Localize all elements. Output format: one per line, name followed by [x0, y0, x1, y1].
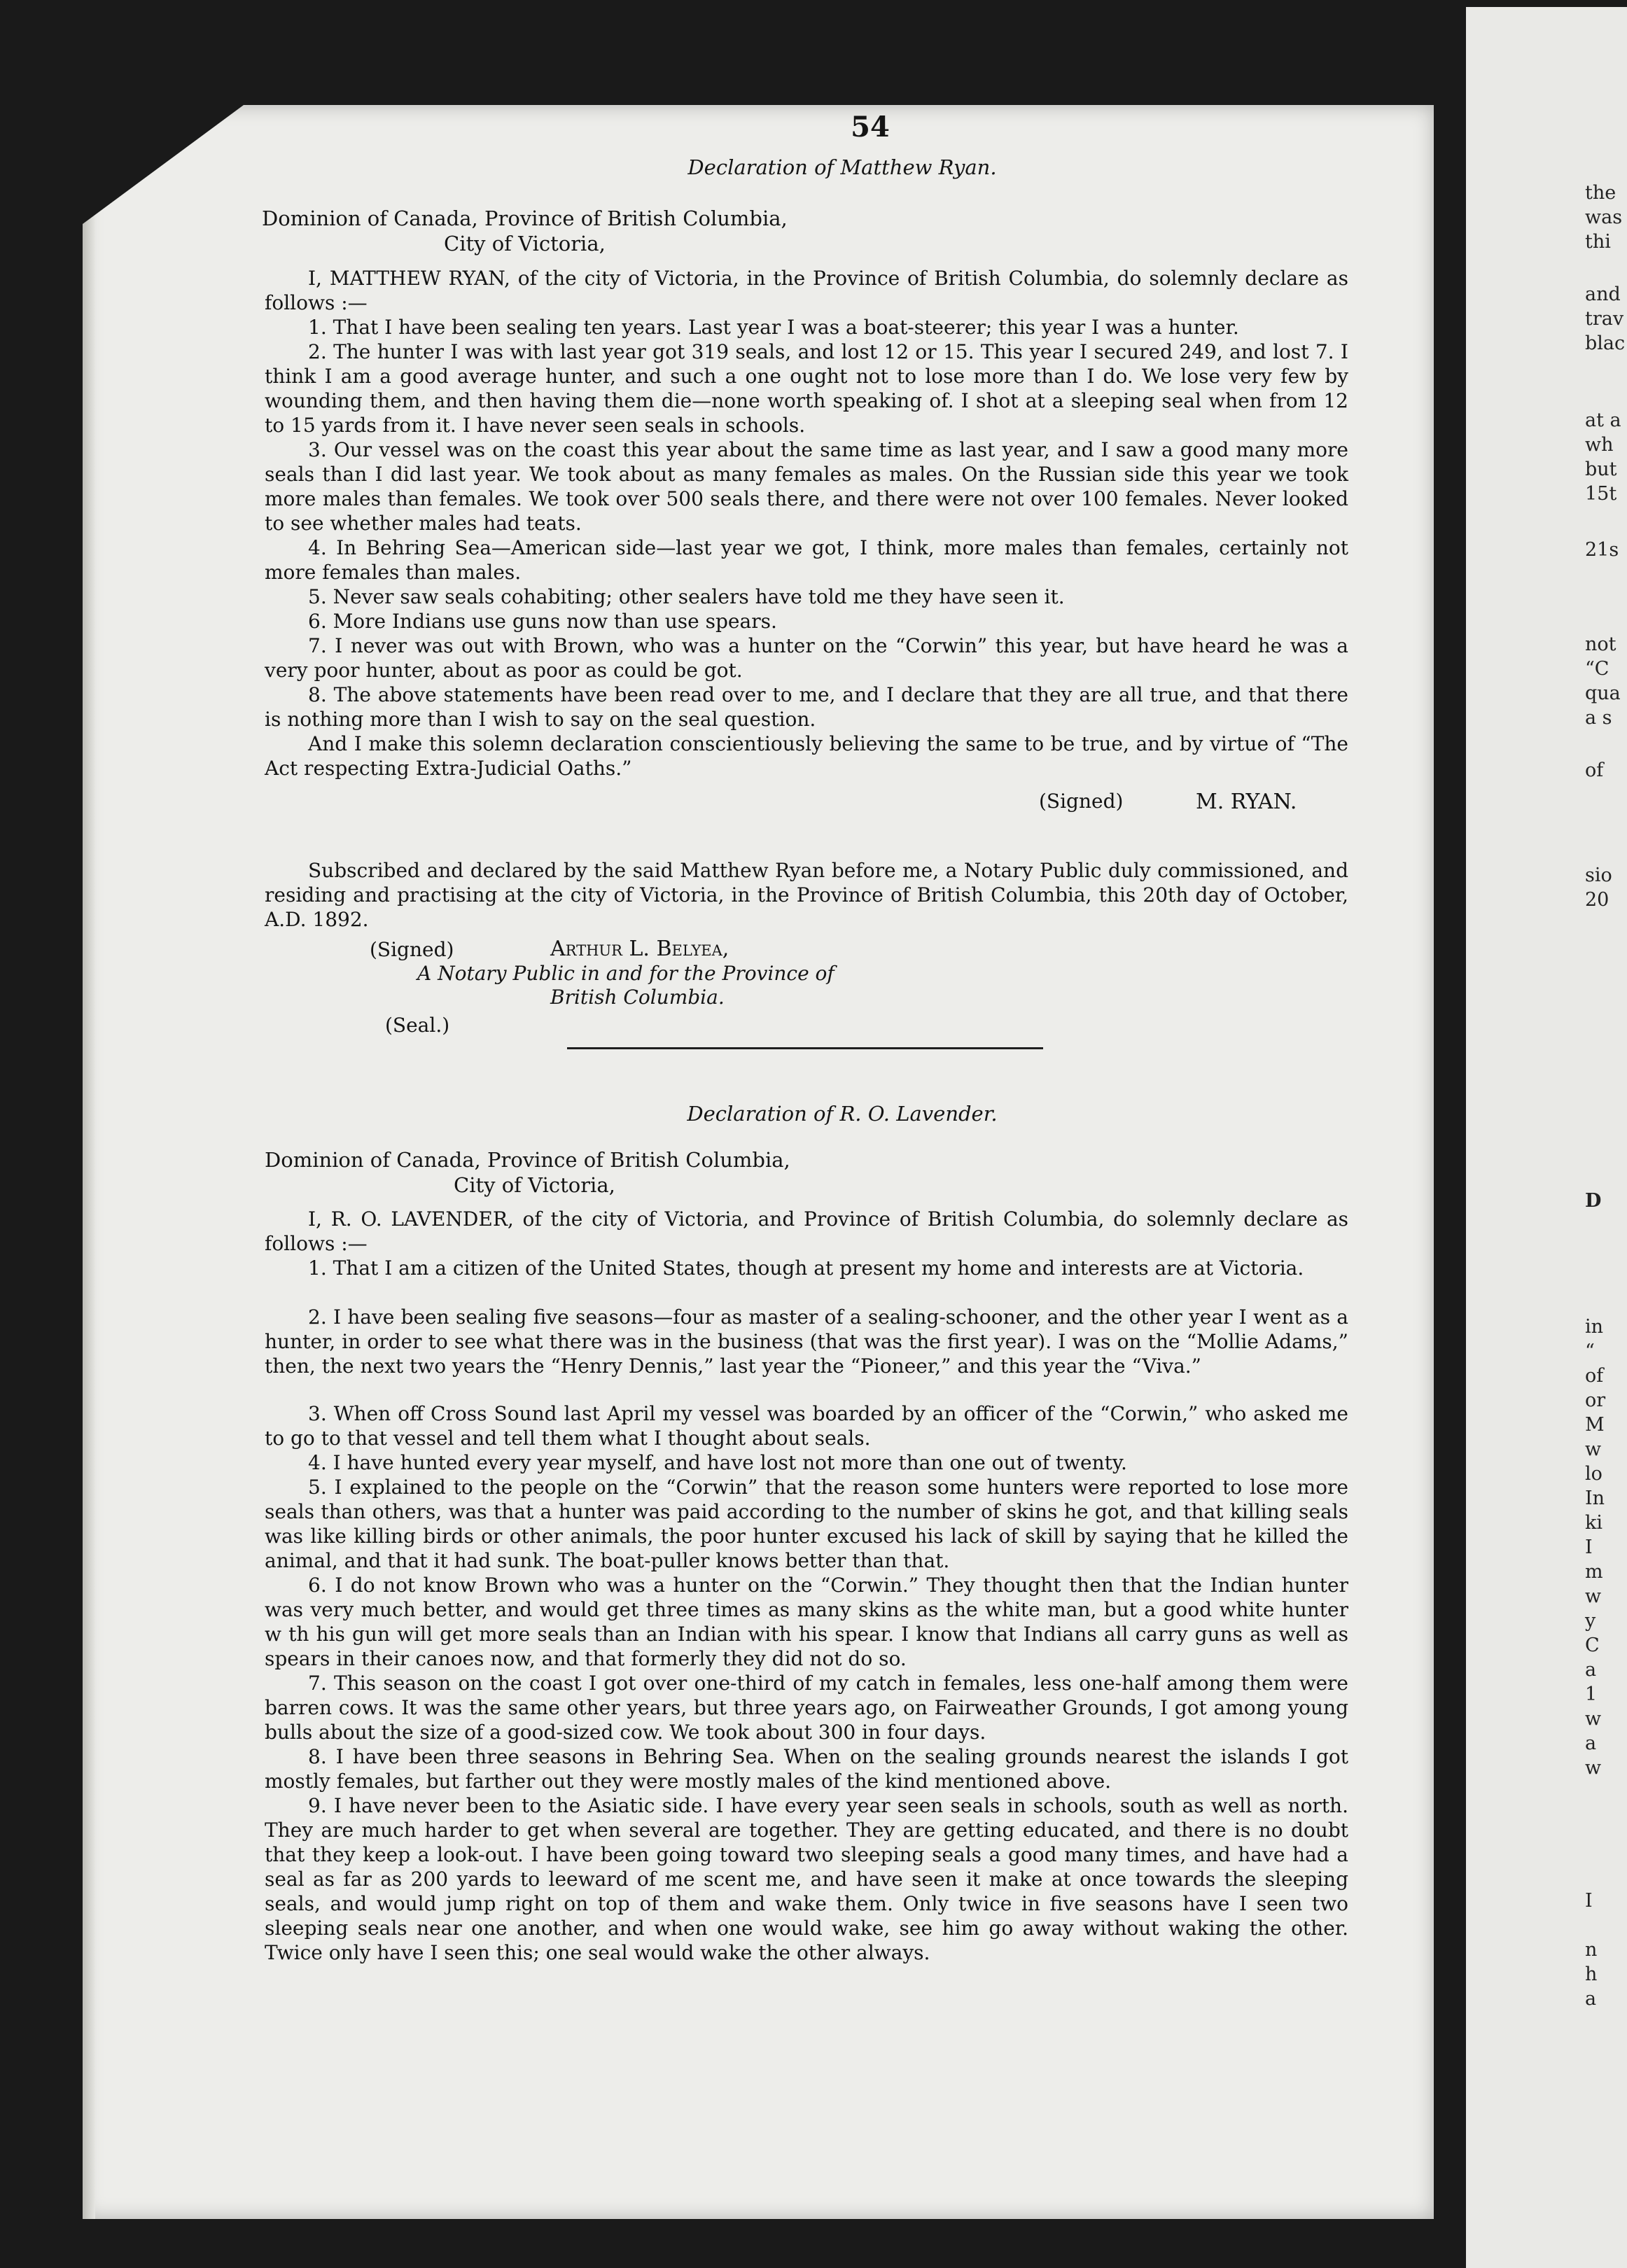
adjacent-fragment: at a: [1585, 410, 1621, 431]
declaration-item: 5. I explained to the people on the “Corwin” that the reason some hunters were reported to lose more seals than others, was that a hunter was paid according to the number of skins he got, and that killing seals was like killing birds or other animals, the poor hunter excused his lack of skill by saying that he killed the animal, and that it had sunk. The boat-puller knows better than that.: [265, 1476, 1348, 1572]
adjacent-fragment: I: [1585, 1536, 1593, 1558]
declaration-item: 1. That I am a citizen of the United States, though at present my home and interests are at Victoria.: [308, 1256, 1304, 1280]
adjacent-fragment: sio: [1585, 864, 1612, 886]
adjacent-fragment: a s: [1585, 707, 1612, 729]
adjacent-fragment: m: [1585, 1561, 1603, 1583]
declaration-item: 6. More Indians use guns now than use spears.: [308, 610, 777, 633]
adjacent-fragment: w: [1585, 1586, 1602, 1607]
declaration-item: 7. This season on the coast I got over one-third of my catch in females, less one-half among them were barren cows. It was the same other years, but three years ago, on Fairweather Grounds, I got among young bulls about the size of a good-sized cow. We took about 300 in four days.: [265, 1672, 1348, 1744]
adjacent-fragment: was: [1585, 206, 1623, 228]
declaration-item: 5. Never saw seals cohabiting; other sealers have told me they have seen it.: [308, 585, 1065, 608]
notary-title-line-1: A Notary Public in and for the Province of: [417, 962, 835, 985]
adjacent-fragment: qua: [1585, 682, 1621, 704]
adjacent-fragment: M: [1585, 1414, 1605, 1436]
venue-line-2: City of Victoria,: [444, 232, 606, 255]
declaration-item: 6. I do not know Brown who was a hunter on the “Corwin.” They thought then that the Indian hunter was very much better, and would get three times as many skins as the white man, but a good white hunter w th his gun will get more seals than an Indian with his spear. I know that Indians all carry guns as well as spears in their canoes now, and that formerly they did not do so.: [265, 1574, 1348, 1670]
notary-name: Arthur L. Belyea,: [550, 937, 729, 961]
venue-line-1: Dominion of Canada, Province of British Columbia,: [262, 206, 788, 230]
jurat: Subscribed and declared by the said Matthew Ryan before me, a Notary Public duly commissioned, and residing and practising at the city of Victoria, in the Province of British Columbia, this 20th day of October, A.D. 1892.: [265, 859, 1348, 931]
adjacent-fragment: lo: [1585, 1463, 1602, 1485]
adjacent-fragment: I: [1585, 1890, 1593, 1912]
declaration-item: 2. The hunter I was with last year got 319 seals, and lost 12 or 15. This year I secured 249, and lost 7. I think I am a good average hunter, and such a one ought not to lose more than I do. We lose very few by wounding them, and then having them die—none worth speaking of. I shot at a sleeping seal when from 12 to 15 yards from it. I have never seen seals in schools.: [265, 340, 1348, 437]
page-number: 54: [851, 111, 890, 144]
adjacent-fragment: a: [1585, 1988, 1597, 2010]
adjacent-fragment: ki: [1585, 1512, 1602, 1534]
section-divider: [567, 1047, 1043, 1049]
adjacent-fragment: of: [1585, 760, 1604, 781]
declaration-item: 7. I never was out with Brown, who was a hunter on the “Corwin” this year, but have heard he was a very poor hunter, about as poor as could be got.: [265, 634, 1348, 682]
adjacent-fragment: blac: [1585, 332, 1626, 354]
adjacent-fragment: 1: [1585, 1684, 1598, 1705]
declaration-intro: I, R. O. LAVENDER, of the city of Victoria, and Province of British Columbia, do solemnly declare as follows :—: [265, 1208, 1348, 1255]
adjacent-fragment: 20: [1585, 889, 1609, 911]
adjacent-page-strip: [1466, 7, 1627, 2268]
declaration-item: 1. That I have been sealing ten years. Last year I was a boat-steerer; this year I was a hunter.: [308, 316, 1239, 339]
declaration-heading-lavender: Declaration of R. O. Lavender.: [687, 1102, 998, 1126]
adjacent-fragment: not: [1585, 634, 1616, 655]
adjacent-fragment: 15t: [1585, 483, 1617, 505]
declaration-item: 4. I have hunted every year myself, and have lost not more than one out of twenty.: [308, 1451, 1127, 1474]
notary-signed-label: (Signed): [370, 938, 454, 961]
adjacent-fragment: of: [1585, 1365, 1604, 1387]
declaration-item: 3. Our vessel was on the coast this year about the same time as last year, and I saw a good many more seals than I did last year. We took about as many females as males. On the Russian side this year we took more males than females. We took over 500 seals there, and there were not over 100 females. Never looked to see whether males had teats.: [265, 438, 1348, 535]
declaration-heading-ryan: Declaration of Matthew Ryan.: [687, 155, 997, 179]
adjacent-fragment: thi: [1585, 231, 1611, 253]
declaration-item: 9. I have never been to the Asiatic side. I have every year seen seals in schools, south as well as north. They are much harder to get when several are together. They are getting educated, and there is no doubt that they keep a look-out. I have been going toward two sleeping seals a good many times, and have had a seal as far as 200 yards to leeward of me scent me, and have seen it make at once towards the sleeping seals, and would jump right on top of them and wake them. Only twice in five seasons have I seen two sleeping seals near one another, and when one would wake, see him go away without waking the other. Twice only have I seen this; one seal would wake the other always.: [265, 1794, 1348, 1964]
declaration-item: 8. The above statements have been read over to me, and I declare that they are all true, and that there is nothing more than I wish to say on the seal question.: [265, 683, 1348, 731]
adjacent-fragment: w: [1585, 1438, 1602, 1460]
adjacent-fragment: “: [1585, 1340, 1595, 1362]
adjacent-fragment: in: [1585, 1316, 1604, 1338]
adjacent-fragment: h: [1585, 1963, 1598, 1985]
document-page: [83, 105, 1434, 2219]
adjacent-fragment: wh: [1585, 434, 1614, 456]
declaration-item: 8. I have been three seasons in Behring Sea. When on the sealing grounds nearest the islands I got mostly females, but farther out they were mostly males of the kind mentioned above.: [265, 1745, 1348, 1793]
adjacent-fragment: n: [1585, 1939, 1598, 1961]
declaration-item: 4. In Behring Sea—American side—last year we got, I think, more males than females, certainly not more females than males.: [265, 536, 1348, 584]
adjacent-fragment: a: [1585, 1659, 1597, 1681]
adjacent-fragment: but: [1585, 458, 1617, 480]
signed-label: (Signed): [1039, 790, 1124, 813]
adjacent-fragment: and: [1585, 284, 1621, 305]
adjacent-fragment: “C: [1585, 658, 1609, 680]
adjacent-fragment: the: [1585, 182, 1616, 204]
declaration-intro: I, MATTHEW RYAN, of the city of Victoria, in the Province of British Columbia, do solemnly declare as follows :—: [265, 267, 1348, 314]
adjacent-fragment: or: [1585, 1390, 1606, 1411]
adjacent-fragment: w: [1585, 1708, 1602, 1730]
adjacent-fragment: trav: [1585, 308, 1624, 330]
seal-mark: (Seal.): [385, 1014, 450, 1037]
page-binding-edge: [83, 105, 95, 2219]
solemn-declaration: And I make this solemn declaration conscientiously believing the same to be true, and by virtue of “The Act respecting Extra-Judicial Oaths.”: [265, 732, 1348, 780]
venue-line-1: Dominion of Canada, Province of British Columbia,: [265, 1148, 790, 1172]
declaration-item: 2. I have been sealing five seasons—four as master of a sealing-schooner, and the other year I went as a hunter, in order to see what there was in the business (that was the first year). I was on the “Mollie Adams,” then, the next two years the “Henry Dennis,” last year the “Pioneer,” and this year the “Viva.”: [265, 1306, 1348, 1378]
adjacent-fragment: w: [1585, 1757, 1602, 1779]
notary-title-line-2: British Columbia.: [550, 986, 725, 1009]
declaration-item: 3. When off Cross Sound last April my vessel was boarded by an officer of the “Corwin,” who asked me to go to that vessel and tell them what I thought about seals.: [265, 1402, 1348, 1450]
adjacent-fragment: D: [1585, 1190, 1602, 1212]
adjacent-fragment: In: [1585, 1488, 1605, 1509]
venue-line-2: City of Victoria,: [454, 1173, 615, 1197]
adjacent-fragment: a: [1585, 1732, 1597, 1754]
adjacent-fragment: C: [1585, 1634, 1600, 1656]
adjacent-fragment: y: [1585, 1610, 1596, 1632]
signer-name: M. RYAN.: [1196, 790, 1297, 814]
adjacent-fragment: 21s: [1585, 539, 1619, 561]
